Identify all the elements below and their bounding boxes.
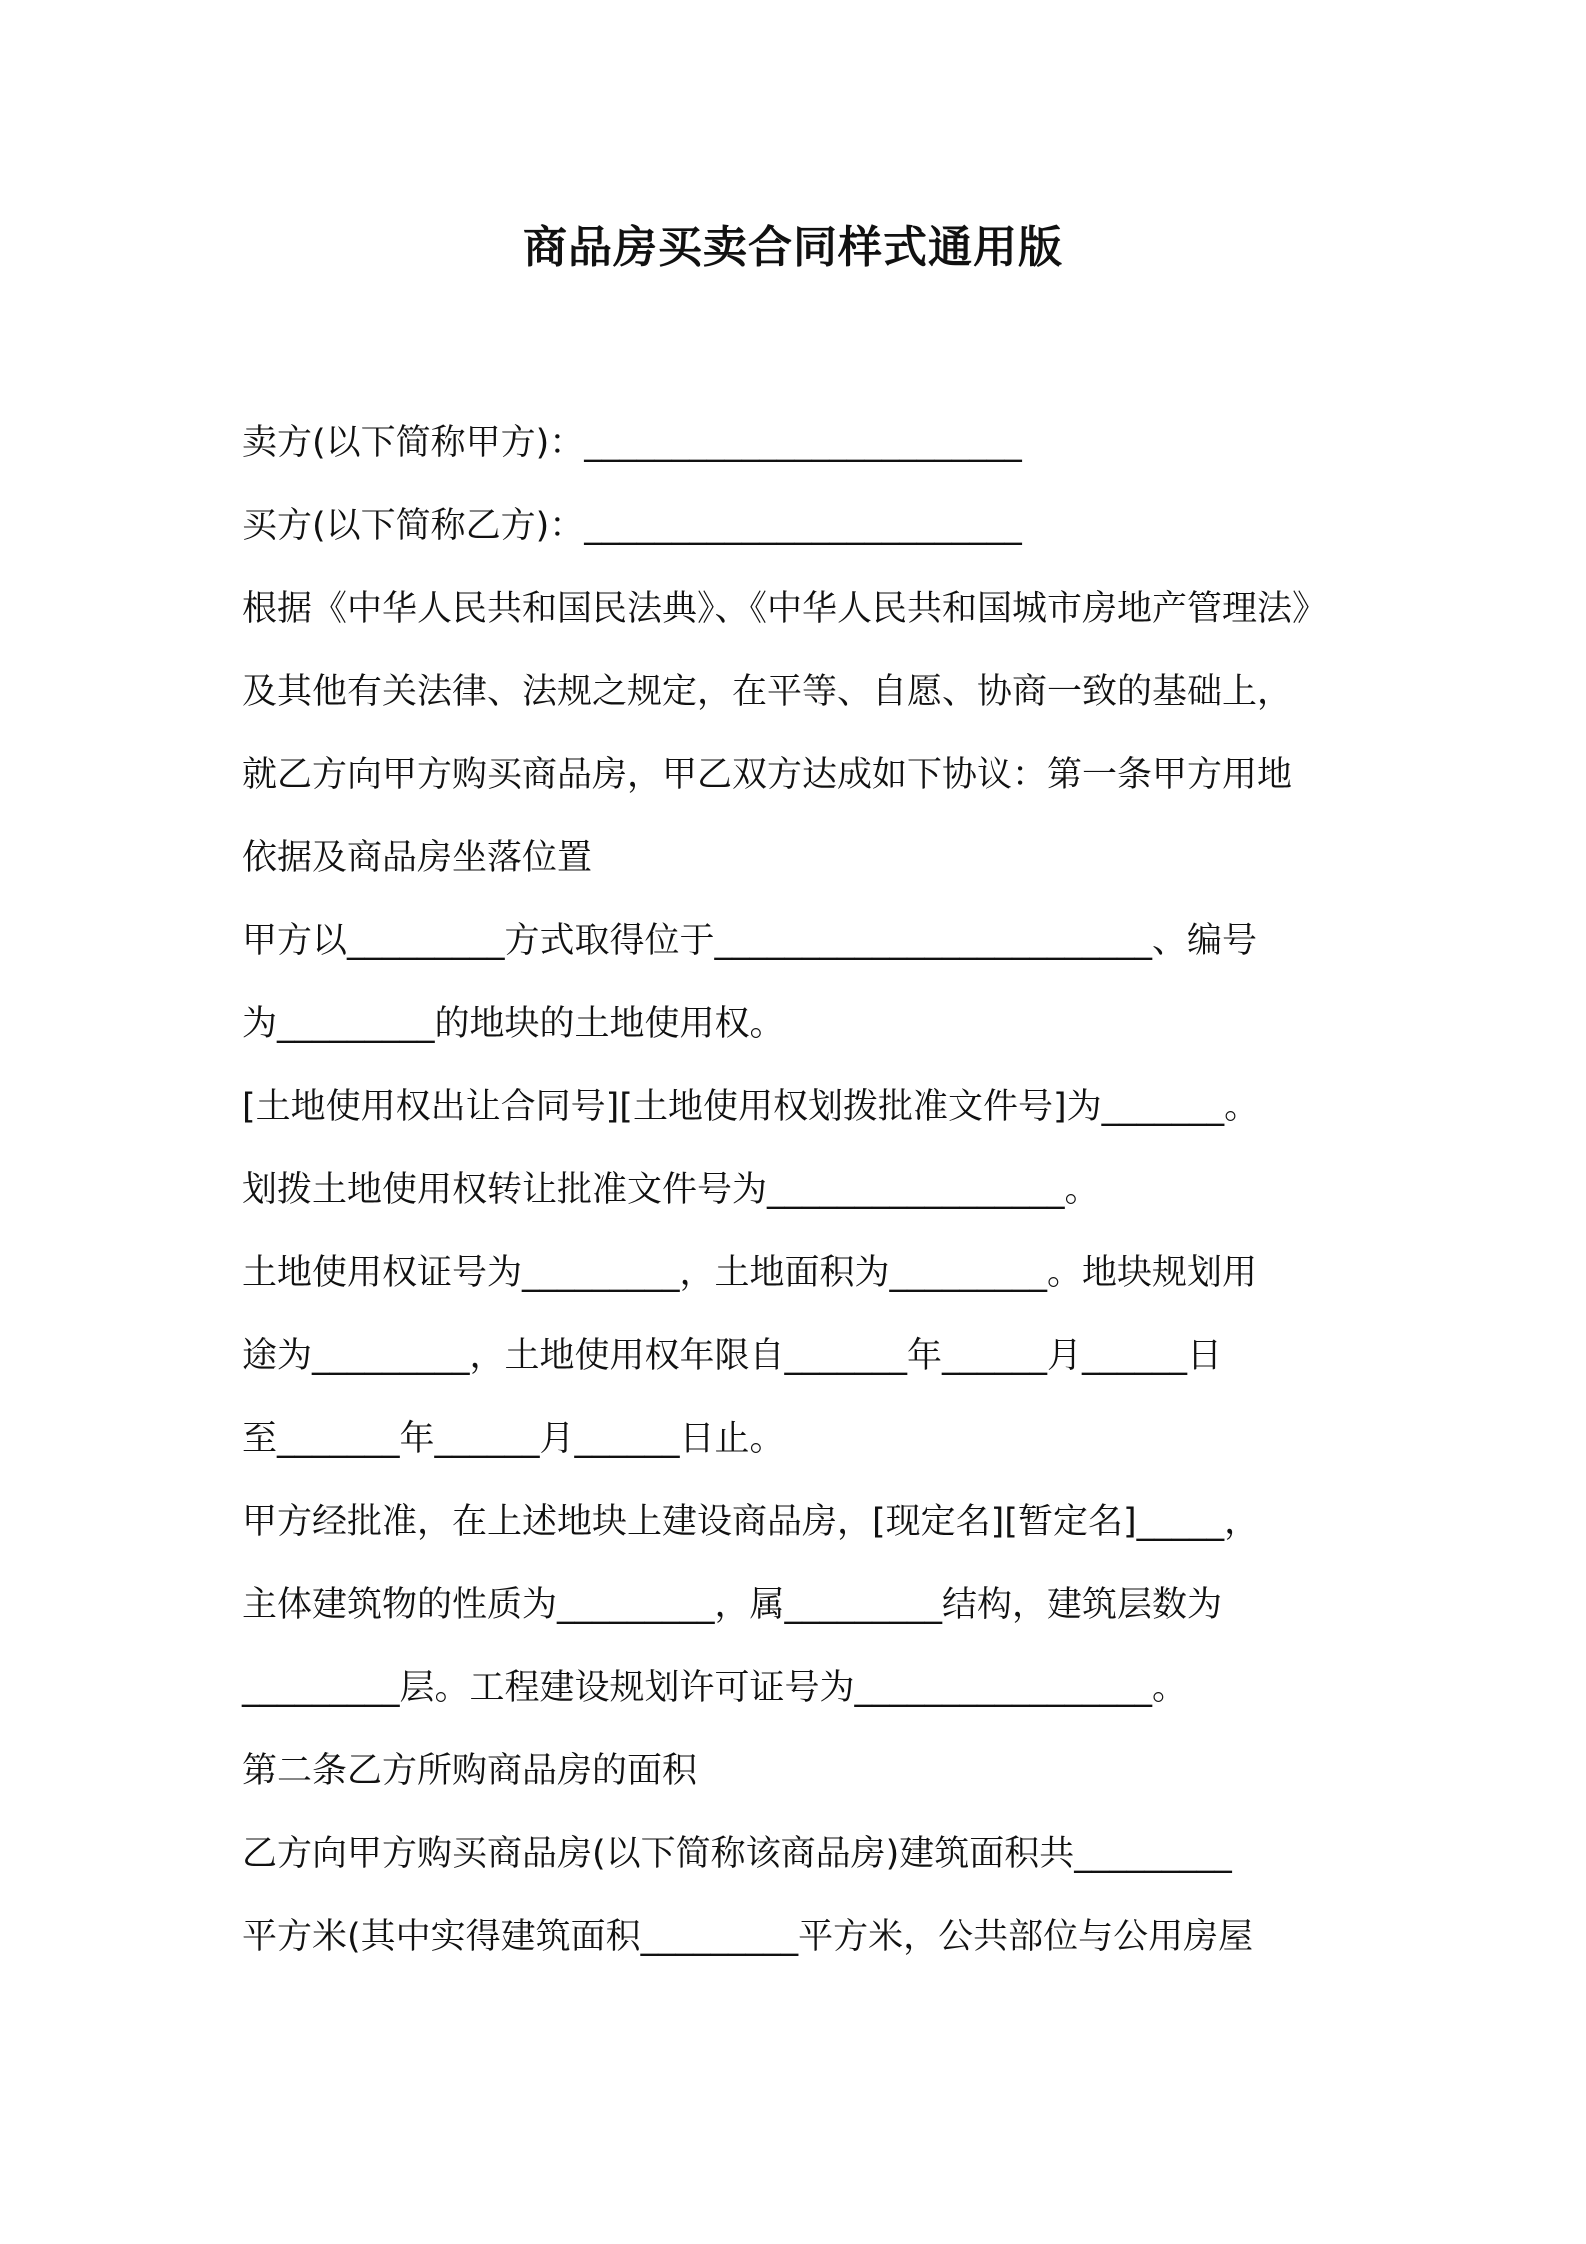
paragraph-line: 途为_________，土地使用权年限自_______年______月______日 (242, 1336, 1223, 1376)
paragraph-line: 主体建筑物的性质为_________，属_________结构，建筑层数为 (242, 1585, 1223, 1625)
paragraph-line: [土地使用权出让合同号][土地使用权划拨批准文件号]为_______。 (242, 1087, 1260, 1127)
seller-line: 卖方(以下简称甲方)：_________________________ (242, 423, 1022, 463)
document-body (242, 412, 1362, 1989)
buyer-line: 买方(以下简称乙方)：_________________________ (242, 506, 1022, 546)
paragraph-line: 就乙方向甲方购买商品房，甲乙双方达成如下协议：第一条甲方用地 (242, 755, 1293, 795)
section-heading: 第二条乙方所购商品房的面积 (242, 1751, 698, 1791)
paragraph-line: 土地使用权证号为_________，土地面积为_________。地块规划用 (242, 1253, 1258, 1293)
paragraph-line: 及其他有关法律、法规之规定，在平等、自愿、协商一致的基础上， (242, 672, 1293, 712)
paragraph-line: 根据《中华人民共和国民法典》、《中华人民共和国城市房地产管理法》 (242, 589, 1328, 629)
paragraph-line: 甲方经批准，在上述地块上建设商品房，[现定名][暂定名]_____， (242, 1502, 1260, 1542)
paragraph-line: 依据及商品房坐落位置 (242, 838, 593, 878)
paragraph-line: _________层。工程建设规划许可证号为_________________。 (242, 1668, 1188, 1708)
paragraph-line: 甲方以_________方式取得位于_________________________、编号 (242, 921, 1258, 961)
paragraph-line: 为_________的地块的土地使用权。 (242, 1004, 785, 1044)
document-title: 商品房买卖合同样式通用版 (523, 222, 1063, 273)
paragraph-line: 平方米(其中实得建筑面积_________平方米，公共部位与公用房屋 (242, 1917, 1254, 1957)
paragraph-line: 划拨土地使用权转让批准文件号为_________________。 (242, 1170, 1100, 1210)
paragraph-line: 乙方向甲方购买商品房(以下简称该商品房)建筑面积共_________ (242, 1834, 1232, 1874)
paragraph-line: 至_______年______月______日止。 (242, 1419, 785, 1459)
